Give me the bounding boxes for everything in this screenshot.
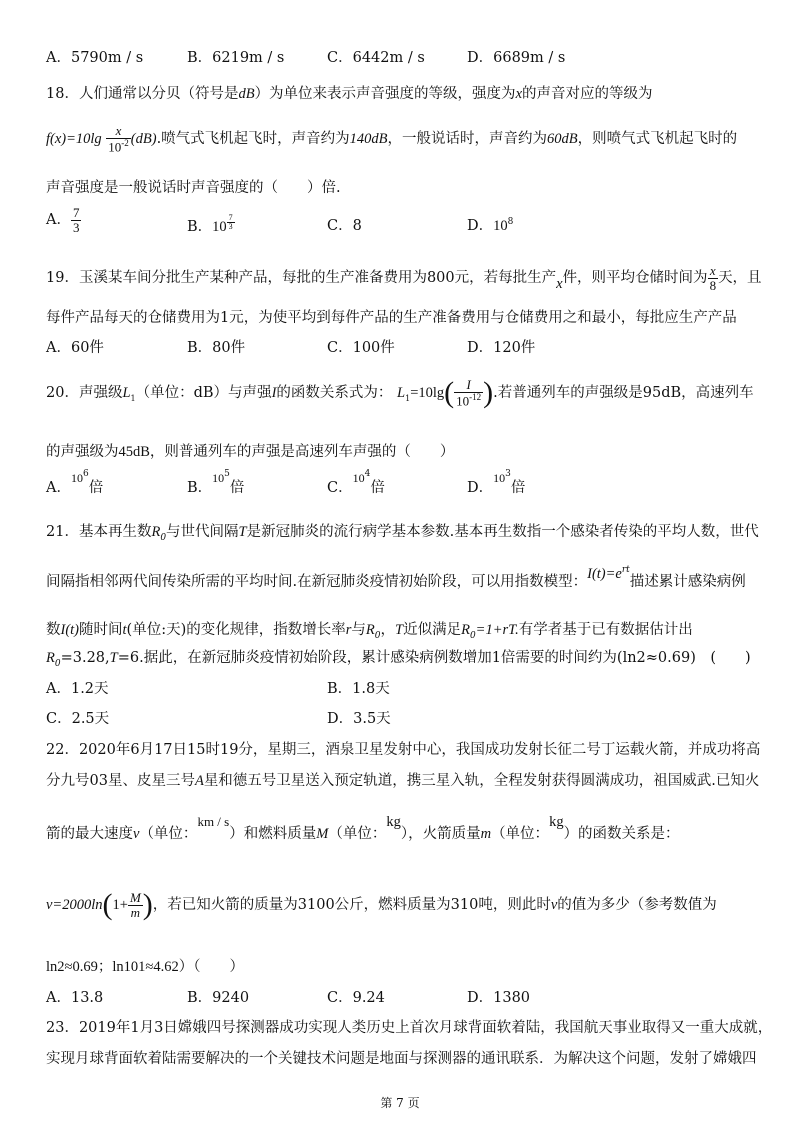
q21-text-d: 间隔指相邻两代间传染所需的平均时间.在新冠肺炎疫情初始阶段，可以用指数模型： xyxy=(46,574,588,590)
q20-opt-c-exp: 4 xyxy=(364,469,371,480)
q21-r0-sub-3: 0 xyxy=(469,630,476,641)
q20-opt-d-unit: 倍 xyxy=(510,480,526,496)
q21-option-d: D．3.5天 xyxy=(327,711,391,727)
q19-var-x: x xyxy=(556,276,563,293)
q22-unit-kg-2: kg xyxy=(549,814,564,830)
q18-opt-a-num: 7 xyxy=(72,205,80,220)
q18-option-c: C．8 xyxy=(327,218,362,234)
q21-option-b: B．1.8天 xyxy=(327,681,390,697)
q20-opt-b-unit: 倍 xyxy=(229,480,245,496)
q22-line-2 xyxy=(46,769,759,790)
q20-opt-d-label: D． xyxy=(467,480,494,496)
q18-line-1 xyxy=(46,82,653,103)
q22-option-b: B．9240 xyxy=(187,990,250,1006)
q21-text-i: 与 xyxy=(351,622,366,638)
q21-formula-exp: rt xyxy=(621,565,630,576)
q22-text-k: 的值为多少（参考数值为 xyxy=(557,897,717,913)
q20-option-a xyxy=(46,469,104,497)
q20-text-e: 的声强级为 xyxy=(46,444,119,460)
q20-option-d xyxy=(467,469,526,497)
q19-frac-den: 8 xyxy=(709,277,717,293)
q17-option-d: D．6689m / s xyxy=(467,50,566,66)
q22-text-a: 分九号03星、皮星三号 xyxy=(46,773,195,789)
q17-option-c: C．6442m / s xyxy=(327,50,425,66)
q21-r: r xyxy=(345,622,352,638)
q23-line-1: 23．2019年1月3日嫦娥四号探测器成功实现人类历史上首次月球背面软着陆，我国航天事业取得又一重大成就， xyxy=(46,1020,773,1036)
q20-var-l-sub: 1 xyxy=(130,393,136,403)
q21-text-f: 数 xyxy=(46,622,61,638)
q20-option-c xyxy=(327,469,385,497)
q20-text-b: （单位：dB）与声强 xyxy=(135,385,272,401)
q21-line-1 xyxy=(46,520,759,543)
q22-v: v xyxy=(133,826,140,842)
page-footer: 第 7 页 xyxy=(380,1096,420,1110)
q21-text-o: 据此，在新冠肺炎疫情初始阶段，累计感染病例数增加1倍需要的时间约为(ln2≈0.69) ( ) xyxy=(143,650,751,666)
q19-fraction xyxy=(708,264,719,292)
q18-frac-den-exp: -2 xyxy=(121,137,129,148)
q20-opt-b-exp: 5 xyxy=(224,469,230,480)
q18-text-a: 18．人们通常以分贝（符号是 xyxy=(46,86,239,102)
q21-t-var-3: T xyxy=(109,650,118,666)
q22-a: A xyxy=(194,773,204,789)
q21-t: t xyxy=(122,622,127,638)
q21-r0-3: R xyxy=(461,622,470,638)
q20-option-b xyxy=(187,469,245,497)
q22-line-1: 22．2020年6月17日15时19分，星期三，酒泉卫星发射中心，我国成功发射长征二号丁运载火箭，并成功将高 xyxy=(46,742,761,758)
q21-r0-2: R xyxy=(365,622,375,638)
q18-line-3: 声音强度是一般说话时声音强度的（ ）倍. xyxy=(46,180,341,196)
q18-var-x: x xyxy=(515,86,522,102)
q18-opt-b-base: 10 xyxy=(212,219,227,236)
q18-text-e: ，一般说话时，声音约为 xyxy=(387,130,548,147)
q20-frac-den: 10 xyxy=(456,393,470,409)
q21-text-b: 与世代间隔 xyxy=(166,524,239,540)
q20-opt-a-exp: 6 xyxy=(82,469,89,480)
q22-text-i: ）的函数关系是： xyxy=(563,826,680,842)
q21-text-e: 描述累计感染病例 xyxy=(629,574,746,590)
q22-text-h: （单位： xyxy=(491,826,550,842)
q20-val: 45dB xyxy=(118,444,150,460)
q18-text-b: ）为单位来表示声音强度的等级，强度为 xyxy=(254,86,516,102)
q21-text-l: 有学者基于已有数据估计出 xyxy=(518,622,693,638)
q18-opt-a-label: A． xyxy=(46,212,71,229)
q22-text-b: 星和德五号卫星送入预定轨道，携三星入轨，全程发射获得圆满成功，祖国威武.已知火 xyxy=(203,773,760,789)
q20-text-d: .若普通列车的声强级是95dB，高速列车 xyxy=(493,385,754,401)
q18-frac-den: 10 xyxy=(108,138,122,154)
q21-text-k: 近似满足 xyxy=(403,622,462,638)
q20-text-f: ，则普通列车的声强是高速列车声强的（ ） xyxy=(149,444,455,460)
q20-fraction xyxy=(454,378,483,408)
q22-frac-den: m xyxy=(130,904,141,920)
q22-ref-2: ln101≈4.62 xyxy=(112,959,179,975)
q18-opt-a-frac xyxy=(71,206,82,234)
q17-option-b: B．6219m / s xyxy=(187,50,285,66)
q22-formula-prefix: v=2000ln xyxy=(46,897,103,913)
q17-option-a: A．5790m / s xyxy=(46,50,144,66)
q20-opt-d-exp: 3 xyxy=(505,469,511,480)
q18-opt-d-exp: 8 xyxy=(507,217,514,228)
q21-option-c: C．2.5天 xyxy=(46,711,110,727)
q20-opt-b-label: B． xyxy=(187,480,213,496)
q20-frac-num: I xyxy=(454,378,483,393)
q18-option-b xyxy=(187,214,235,236)
q21-option-a: A．1.2天 xyxy=(46,681,109,697)
q20-text-c: 的函数关系式为： xyxy=(276,385,393,401)
q20-formula-sub: 1 xyxy=(405,393,411,403)
q19-option-d: D．120件 xyxy=(467,340,536,356)
q21-r0-sub-4: 0 xyxy=(54,658,61,669)
q21-formula: I(t)=e xyxy=(587,566,622,582)
q21-text-h: (单位:天)的变化规律，指数增长率 xyxy=(126,622,346,638)
q21-line-2 xyxy=(46,565,746,591)
q22-line-4 xyxy=(46,890,717,920)
q19-option-a: A．60件 xyxy=(46,340,104,356)
q20-paren-right: ) xyxy=(483,376,494,409)
q20-text-a: 20．声强级 xyxy=(46,385,123,401)
q21-text-j: ， xyxy=(380,622,395,638)
q21-text-g: 随时间 xyxy=(79,622,123,638)
q20-opt-c-base: 10 xyxy=(352,471,365,485)
q22-paren-left: ( xyxy=(102,888,113,921)
q21-text-a: 21．基本再生数 xyxy=(46,524,152,540)
q21-line-3 xyxy=(46,618,693,641)
q22-text-j: ，若已知火箭的质量为3100公斤，燃料质量为310吨，则此时 xyxy=(152,897,551,913)
q21-r0-sub-2: 0 xyxy=(374,630,381,641)
q20-opt-c-unit: 倍 xyxy=(370,480,385,496)
q18-opt-b-exp-num: 7 xyxy=(228,213,233,222)
q21-text-m: =3.28, xyxy=(60,650,110,666)
q18-text-c: 的声音对应的等级为 xyxy=(522,86,653,102)
q21-r0: R xyxy=(151,524,161,540)
q20-formula-prefix: L xyxy=(397,385,406,401)
q18-fraction xyxy=(106,124,131,154)
q18-formula-prefix: f(x)=10lg xyxy=(46,130,102,147)
q22-option-a: A．13.8 xyxy=(46,990,104,1006)
q19-line-2: 每件产品每天的仓储费用为1元，为使平均到每件产品的生产准备费用与仓储费用之和最小，每批应生产产品 xyxy=(46,310,737,326)
q20-var-l: L xyxy=(122,385,131,401)
q20-opt-a-base: 10 xyxy=(70,471,83,485)
q22-option-c: C．9.24 xyxy=(327,990,385,1006)
q22-fraction xyxy=(128,891,143,919)
q20-paren-left: ( xyxy=(444,376,455,409)
q22-text-d: （单位： xyxy=(139,826,198,842)
q20-opt-d-base: 10 xyxy=(493,471,506,485)
q19-frac-num: x xyxy=(708,264,719,279)
q18-line-2 xyxy=(46,124,737,154)
q22-ref-1: ln2≈0.69 xyxy=(46,959,98,975)
q21-eq: =1+rT. xyxy=(475,622,519,638)
q19-line-1 xyxy=(46,264,762,292)
q22-option-d: D．1380 xyxy=(467,990,531,1006)
q21-r0-sub: 0 xyxy=(160,532,167,543)
q20-line-1 xyxy=(46,378,754,408)
q22-small-m: m xyxy=(480,826,492,842)
q19-text-b: 件，则平均仓储时间为 xyxy=(562,270,708,287)
q20-formula-eq: =10lg xyxy=(410,385,445,401)
q18-opt-b-label: B． xyxy=(187,219,213,236)
q19-text-a: 19．玉溪某车间分批生产某种产品，每批的生产准备费用为800元，若每批生产 xyxy=(46,270,557,287)
q20-var-i: I xyxy=(271,385,277,401)
q20-frac-den-exp: -12 xyxy=(469,391,482,402)
q18-formula-suffix: (dB) xyxy=(130,130,157,147)
q22-unit-v: km / s xyxy=(197,814,230,829)
q22-frac-num: M xyxy=(129,889,141,905)
q21-text-n: =6. xyxy=(117,650,144,666)
q23-line-2: 实现月球背面软着陆需要解决的一个关键技术问题是地面与探测器的通讯联系．为解决这个问题，发射了嫦娥四 xyxy=(46,1051,757,1067)
q22-text-g: ），火箭质量 xyxy=(400,826,481,842)
q22-line-3 xyxy=(46,814,680,843)
q18-text-f: ，则喷气式飞机起飞时的 xyxy=(577,130,738,147)
q22-sep: ； xyxy=(97,959,113,975)
q19-text-c: 天，且 xyxy=(718,270,762,287)
q19-option-c: C．100件 xyxy=(327,340,395,356)
q18-opt-d-base: 10 xyxy=(493,218,508,234)
q22-text-e: ）和燃料质量 xyxy=(229,826,317,842)
q22-unit-kg: kg xyxy=(386,814,401,830)
q18-opt-b-exp-den: 3 xyxy=(228,222,233,232)
q22-text-c: 箭的最大速度 xyxy=(46,826,133,842)
q18-text-d: .喷气式飞机起飞时，声音约为 xyxy=(156,130,350,147)
q18-val-1: 140dB xyxy=(349,130,388,147)
q18-opt-d-label: D． xyxy=(467,218,494,234)
q18-option-a xyxy=(46,206,81,234)
q22-formula-one: 1+ xyxy=(112,897,128,913)
q20-opt-c-label: C． xyxy=(327,480,353,496)
q21-text-c: 是新冠肺炎的流行病学基本参数.基本再生数指一个感染者传染的平均人数，世代 xyxy=(246,524,759,540)
q22-line-5 xyxy=(46,955,244,976)
q22-text-f: （单位： xyxy=(328,826,387,842)
q21-t-var: T xyxy=(238,524,247,540)
q20-opt-b-base: 10 xyxy=(212,471,225,485)
q18-unit-db: dB xyxy=(238,86,255,102)
q19-option-b: B．80件 xyxy=(187,340,246,356)
q18-opt-b-exp xyxy=(227,214,235,232)
q20-opt-a-label: A． xyxy=(46,480,71,496)
q21-t-var-2: T xyxy=(395,622,404,638)
q20-line-2 xyxy=(46,440,454,461)
q21-line-4 xyxy=(46,646,751,669)
q22-paren-right: ) xyxy=(142,888,153,921)
q18-opt-a-den: 3 xyxy=(72,219,80,235)
q22-v-2: v xyxy=(550,897,558,913)
q20-opt-a-unit: 倍 xyxy=(88,480,104,496)
q21-it: I(t) xyxy=(60,622,80,638)
q22-text-l: ）（ ） xyxy=(178,959,244,975)
q22-big-m: M xyxy=(316,826,329,842)
q18-frac-num: x xyxy=(106,124,131,139)
q18-option-d xyxy=(467,214,513,235)
q21-r0-4: R xyxy=(46,650,55,666)
q18-val-2: 60dB xyxy=(547,130,578,147)
